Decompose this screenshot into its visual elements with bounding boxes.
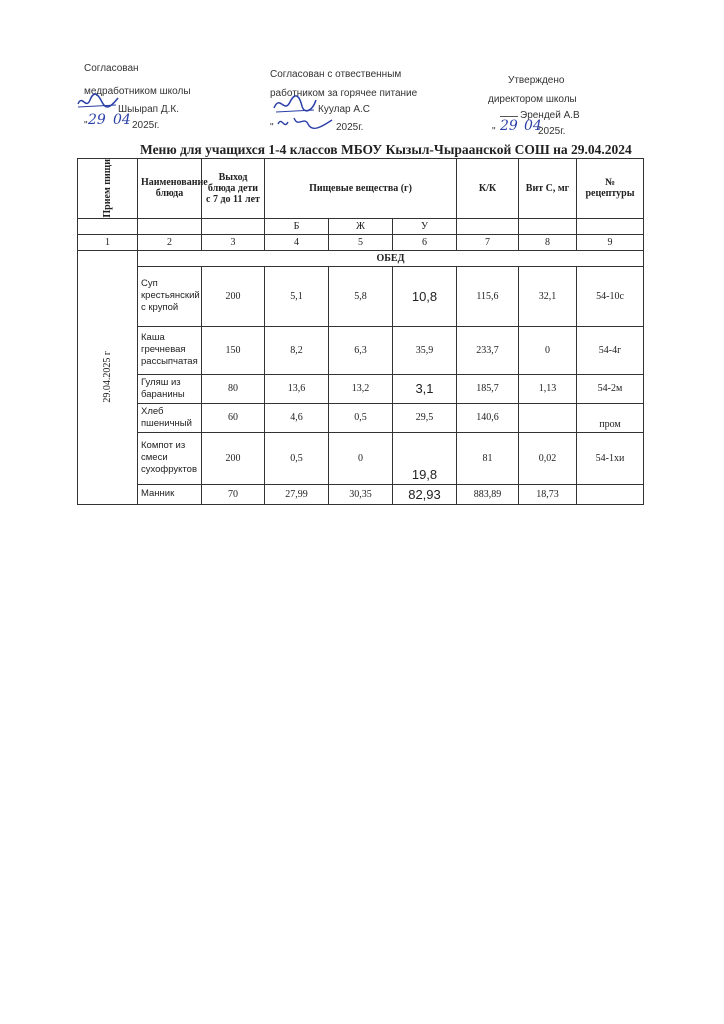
approval-middle-line1: Согласован с отвественным [270,69,402,80]
approval-middle-line2: работником за горячее питание [270,88,418,99]
subheader-u: У [393,218,457,234]
column-number-row [78,234,644,250]
dish-carbs: 3,1 [393,374,457,403]
dish-recipe: 54-4г [577,326,644,374]
table-row [78,326,644,374]
dish-recipe [577,484,644,504]
dish-carbs: 82,93 [393,484,457,504]
approval-right-line1: Утверждено [508,75,565,86]
dish-name: Гуляш из баранины [138,374,202,403]
column-number: 5 [329,234,393,250]
header-nutrients: Пищевые вещества (г) [265,159,457,219]
dish-carbs: 19,8 [393,432,457,484]
approval-left-year: 2025г. [132,120,160,131]
approval-middle-name: Куулар А.С [318,104,371,115]
dish-kcal: 883,89 [457,484,519,504]
approval-right-line2: директором школы [488,94,577,105]
date-vertical: 29.04.2025 г [102,351,113,403]
dish-kcal: 233,7 [457,326,519,374]
approval-right-date-day: 29 [500,118,518,134]
dish-yield: 200 [202,266,265,326]
dish-protein: 8,2 [265,326,329,374]
approval-right-date-month: 04 [524,118,542,134]
dish-fat: 6,3 [329,326,393,374]
dish-yield: 150 [202,326,265,374]
approval-left-date-quote: " [84,120,88,131]
dish-carbs: 35,9 [393,326,457,374]
dish-fat: 0,5 [329,403,393,432]
column-number: 7 [457,234,519,250]
subheader-b: Б [265,218,329,234]
dish-recipe: 54-10с [577,266,644,326]
table-row [78,374,644,403]
approval-left-name: Шыырап Д.К. [118,104,180,115]
header-kcal: К/К [457,159,519,219]
dish-vitc: 0,02 [519,432,577,484]
signature-responsible-date [276,114,334,136]
dish-yield: 70 [202,484,265,504]
dish-carbs: 29,5 [393,403,457,432]
table-row [78,432,644,484]
subheader-zh: Ж [329,218,393,234]
menu-table [77,158,644,505]
dish-vitc: 32,1 [519,266,577,326]
table-row [78,266,644,326]
table-row [78,403,644,432]
dish-protein: 5,1 [265,266,329,326]
dish-vitc: 18,73 [519,484,577,504]
dish-recipe: пром [577,403,644,432]
header-recipe: № рецептуры [577,159,644,219]
dish-fat: 5,8 [329,266,393,326]
dish-yield: 80 [202,374,265,403]
signature-line [500,106,518,117]
approval-left-line2: медработником школы [84,86,191,97]
approval-middle-year: 2025г. [336,122,364,133]
approval-middle-date-quote: " [270,122,274,133]
table-row [78,484,644,504]
approval-right-year: 2025г. [538,126,566,137]
column-number: 9 [577,234,644,250]
dish-kcal: 81 [457,432,519,484]
dish-name: Хлеб пшеничный [138,403,202,432]
dish-kcal: 115,6 [457,266,519,326]
dish-name: Компот из смеси сухофруктов [138,432,202,484]
dish-fat: 30,35 [329,484,393,504]
dish-protein: 27,99 [265,484,329,504]
approval-right-name: Эрендей А.В [520,110,580,121]
approval-left-date-month: 04 [113,112,131,128]
approval-left-line1: Согласован [84,63,139,74]
date-cell [78,250,138,504]
header-row [78,159,644,219]
dish-recipe: 54-2м [577,374,644,403]
section-row [78,250,644,266]
menu-title: Меню для учащихся 1-4 классов МБОУ Кызыл-Чыраанской СОШ на 29.04.2024 [140,142,632,157]
dish-name: Манник [138,484,202,504]
header-vitc: Вит С, мг [519,159,577,219]
section-title: ОБЕД [138,250,644,266]
dish-recipe: 54-1хи [577,432,644,484]
header-meal: Прием пищи [78,159,138,219]
dish-protein: 4,6 [265,403,329,432]
dish-kcal: 140,6 [457,403,519,432]
dish-yield: 60 [202,403,265,432]
header-dish: Наименование блюда [138,159,202,219]
column-number: 3 [202,234,265,250]
dish-vitc [519,403,577,432]
dish-fat: 13,2 [329,374,393,403]
column-number: 2 [138,234,202,250]
dish-protein: 0,5 [265,432,329,484]
subheader-row [78,218,644,234]
dish-protein: 13,6 [265,374,329,403]
dish-carbs: 10,8 [393,266,457,326]
dish-kcal: 185,7 [457,374,519,403]
dish-vitc: 1,13 [519,374,577,403]
dish-vitc: 0 [519,326,577,374]
column-number: 4 [265,234,329,250]
header-yield: Выход блюда дети с 7 до 11 лет [202,159,265,219]
dish-yield: 200 [202,432,265,484]
dish-name: Суп крестьянский с крупой [138,266,202,326]
approval-right-date-quote: " [492,126,496,137]
approval-left-date-day: 29 [88,112,106,128]
column-number: 8 [519,234,577,250]
column-number: 6 [393,234,457,250]
dish-fat: 0 [329,432,393,484]
column-number: 1 [78,234,138,250]
dish-name: Каша гречневая рассыпчатая [138,326,202,374]
